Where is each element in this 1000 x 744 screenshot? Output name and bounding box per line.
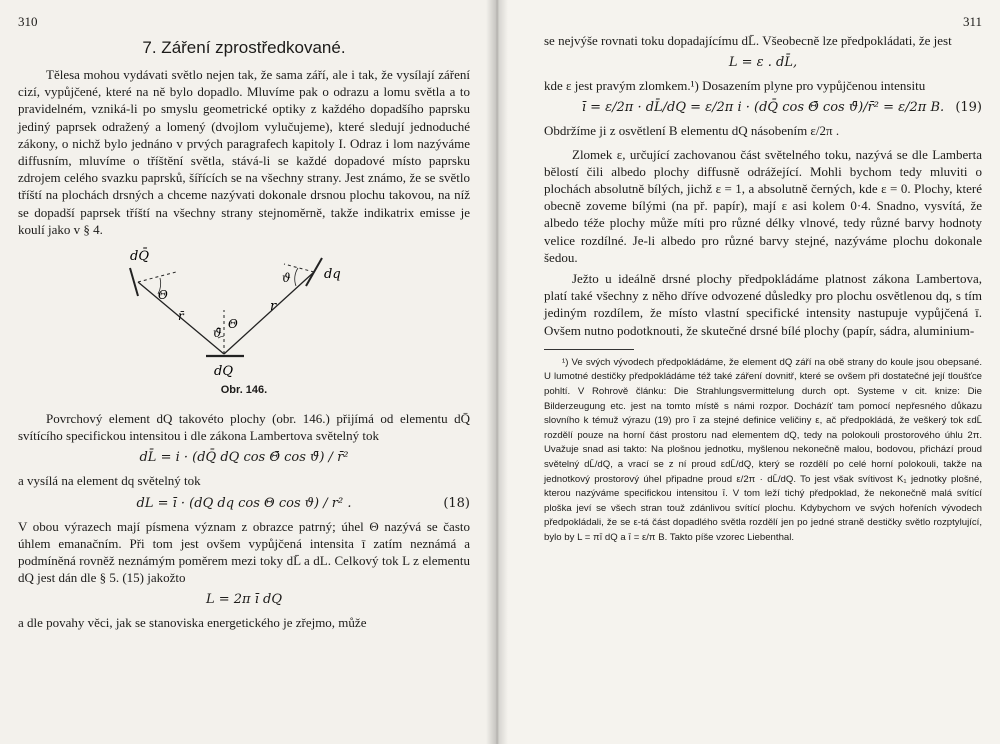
arc-vartheta [295,268,298,286]
label-rbar: r̄ [178,309,184,324]
formula-18 [18,494,470,514]
paragraph-albedo: Zlomek ε, určující zachovanou část světelného toku, nazývá se dle Lamberta bělostí čili albedo plochy diffusně odrážející. Mohli bychom tedy mluviti o plochách absolutně bílých, jichž ε = 1, a absolutně černých, kde ε = 0. Plochy, které obecně zoveme bílými (na př. papír), mají ε asi kolem 0·4. Snadno, vysvítá, že albedo téže plochy může míti pro různé délky vlnové, tedy různé barvy hodnoty velice rozdílné. Je-li albedo pro různé barvy stejné, nazýváme plochu dokonale šedou. [544,146,982,265]
figure-146 [18,242,470,382]
formula-19-body: ī = ε/2π · dL̄/dQ = ε/2π i · (dQ̄ cos Θ̄ cos ϑ̄)/r̄² = ε/2π B. [581,100,945,116]
footnote-rule [544,349,634,350]
ray-r [224,272,314,354]
label-dQ: dQ [214,364,233,380]
paragraph-ideal-surface: Ježto u ideálně drsné plochy předpokládáme platnost zákona Lambertova, platí také všechny z něho dříve odvozené důsledky pro plochu osvětlenou dq, s tím jediným rozdílem, že místo vlastní specifické intensity nastupuje vypůjčená ī. Ovšem nutno podotknouti, že skutečné drsné bílé plochy (papír, sádra, aluminium- [544,271,982,338]
label-dQbar: dQ̄ [130,249,149,265]
paragraph-element: Povrchový element dQ takovéto plochy (obr. 146.) přijímá od elementu dQ̄ svítícího specifickou intensitou i dle zákona Lambertova světelný tok [18,411,470,444]
label-vartheta: ϑ [282,271,291,286]
formula-18-body: dL = ī · (dQ dq cos Θ cos ϑ) / r² . [136,495,352,511]
footnote-text: ¹) Ve svých vývodech předpokládáme, že element dQ září na obě strany do koule jsou obepsané. U lumotné destičky předpokládáme též také záření dovnitř, které se ovšem při dostatečné její tloušťce pohltí. V Rohrově článku: Die Strahlungsvermittelung durch opt. Systeme v cit. knize: Die Bilderzeugung etc. jest na tomto místě s námi rozpor. Docházíť tam pomocí nepřesného důkazu slovního k témuž výrazu (19) pro ī za stejné definice veličiny ε, ač předpokládá, že veškerý tok εdL̄ rozdělí pouze na horní část prostoru nad elementem dQ, tedy na polokouli prostorového úhlu 2π. Uvažuje snad asi takto: Na plošnou jednotku, myšlenou nekonečně malou, bodovou, přichází proud světelný dL̄/dQ, a vrací se z ní proud εdL̄/dQ, který se rozdělí po celé horní polokouli, takže na jednotkový prostorový úhel připadne proud ε/2π · dL̄/dQ. To jest však svítivost K₁ jednotky plošné, kterou nazýváme specifickou intensitou ī. V tom leží tichý předpoklad, že nekonečně malá svítící ploška jeví se všech stran touž zdánlivou svítící plochu. Kdybychom ve svých hořeních vývodech předpokládali, že se ε-tá část dopadlého světla rozdělí jen po jedné straně destičky světlo rozptylující, bylo by L = πī dQ a ī = ε/π B. Takto píše vzorec Liebenthal. [544,356,982,543]
formula-L-eps: L = ε . dL̄, [728,55,798,71]
section-heading: 7. Záření zprostředkované. [142,38,346,57]
label-theta-bar: ϑ̄ [213,326,222,341]
paragraph-explanation: V obou výrazech mají písmena význam z obrazce patrný; úhel Θ nazývá se často úhlem emanačním. Při tom jest ovšem vypůjčená intensita ī zatím neznámá a podmíněná rovněž neznámým poměrem mezi toky dL̄ a dL. Celkový tok L z elementu dQ jest dán dle § 5. (15) jakožto [18,518,470,586]
paragraph-intro: Tělesa mohou vydávati světlo nejen tak, že sama září, ale i tak, že vysílají záření cizí, vypůjčené, které na ně bylo dopadlo. Mluvíme pak o odrazu a lomu světla a to pravidelném, vzniká-li po smyslu geometrické optiky z každého dopadšího paprsku jediný paprsek odražený a lomený (dvojlom vylučujeme), které sledují jednoduché zákony, o nichž bylo jednáno v prvých paragrafech kapitoly I. Odraz i lom nazýváme diffusním, mluvíme o tříštění světla, stává-li se každé dopadové místo paprsku zdrojem celého svazku paprsků, šířících se na všechny strany. Jest známo, že se světlo tříští na plochách drsných a chceme nazývati dokonale drsnou plochu takovou, na níž se dopadší paprsek tříští na všechny strany stejnoměrně, takže indikatrix emisse je koulí jako v § 4. [18,67,470,237]
label-Theta-top: Θ [158,288,168,303]
formula-18-number: (18) [443,495,470,511]
paragraph-fraction: kde ε jest pravým zlomkem.¹) Dosazením plyne pro vypůjčenou intensitu [544,78,926,94]
page-number-left: 310 [18,14,38,29]
surface-dQbar [130,268,138,296]
normal-dQbar [138,272,176,282]
label-r: r [270,299,277,315]
label-Theta-mid: Θ [228,317,238,332]
right-page [496,0,1000,744]
text-between: a vysílá na element dq světelný tok [18,473,201,489]
page-number-right: 311 [962,14,982,29]
figure-caption: Obr. 146. [220,384,268,397]
book-gutter [486,0,508,744]
left-page [0,0,496,744]
formula-19 [544,98,982,118]
formula-total-flux: L = 2π ī dQ [205,592,282,608]
formula-dLbar: dL̄ = i · (dQ̄ dQ cos Θ̄ cos ϑ̄) / r̄² [139,450,349,466]
label-dq: dq [324,267,341,283]
surface-dq [306,258,322,286]
footnote [544,356,982,546]
paragraph-obtain: Obdržíme ji z osvětlení B elementu dQ násobením ε/2π . [544,123,840,139]
paragraph-continuation: se nejvýše rovnati toku dopadajícímu dL̄. Všeobecně lze předpokládati, že jest [544,33,952,48]
formula-19-number: (19) [955,100,982,116]
last-line-left: a dle povahy věci, jak se stanoviska energetického je zřejmo, může [18,615,367,631]
figure-146-diagram [18,242,470,382]
